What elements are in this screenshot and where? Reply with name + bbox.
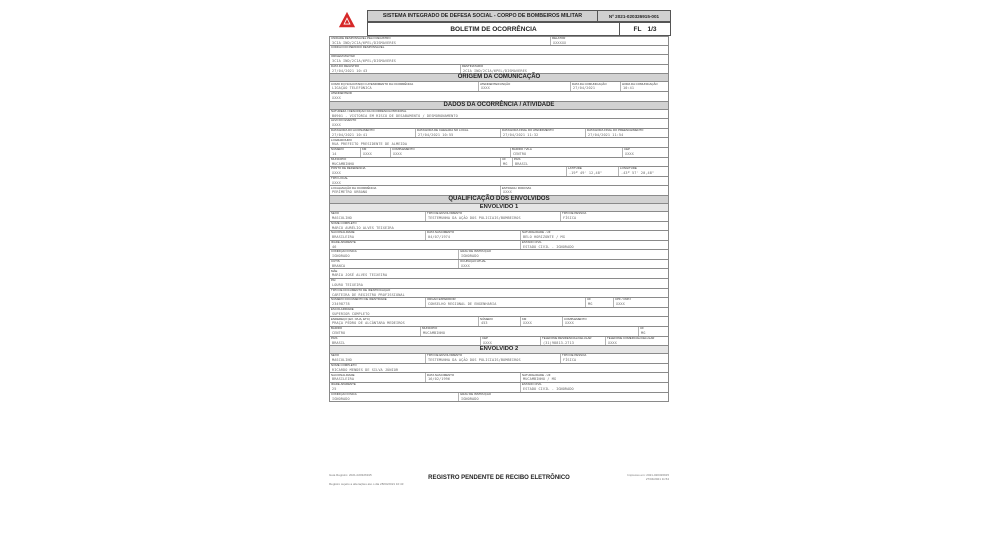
field-data-fechamento: DATA/HORA FINAL DO PREENCHIMENTO 27/04/2021 11:54 bbox=[585, 129, 668, 138]
field-estado-civil-2: ESTADO CIVIL ESTADO CIVIL - IGNORADO bbox=[520, 383, 668, 392]
form-row bbox=[329, 36, 669, 46]
field-telefone-residencial: TELEFONE RESIDENCIAL/CELULAR (31)98813-2713 bbox=[540, 337, 605, 346]
form-row bbox=[329, 110, 669, 120]
footer-status: REGISTRO PENDENTE DE RECIBO ELETRÔNICO bbox=[428, 475, 570, 481]
document-page bbox=[329, 8, 670, 488]
form-row bbox=[329, 167, 669, 177]
field-km: KM XXXX bbox=[360, 148, 390, 157]
field-pai: PAI LOURO TEIXEIRA bbox=[331, 279, 363, 288]
form-row bbox=[329, 158, 669, 168]
field-logradouro: LOGRADOURO RUA PREFEITO PRESIDENTE DE ALMEIDA bbox=[331, 138, 408, 147]
form-row bbox=[329, 327, 669, 337]
form-row bbox=[329, 298, 669, 308]
form-row bbox=[329, 393, 669, 403]
form-row bbox=[329, 373, 669, 383]
field-naturalidade-2: NATURALIDADE - UF MUCAMBINHO / MG bbox=[520, 373, 668, 382]
field-alvo-evento: ALVO DO EVENTO XXXX bbox=[331, 119, 357, 128]
field-atendente-id: ATENDENTE/ID XXXX bbox=[331, 91, 352, 100]
field-estado-civil: ESTADO CIVIL ESTADO CIVIL - IGNORADO bbox=[520, 241, 668, 250]
section-origem: ORIGEM DA COMUNICAÇÃO bbox=[329, 74, 669, 82]
form-title-bar bbox=[367, 22, 671, 36]
field-data-chegada: DATA/HORA DE CHEGADA NO LOCAL 27/04/2021 10:55 bbox=[415, 129, 500, 138]
footer-registry-code: Guia Registro: 2021-020326915 bbox=[329, 473, 372, 477]
system-title: SISTEMA INTEGRADO DE DEFESA SOCIAL - CORPO DE BOMBEIROS MILITAR bbox=[382, 13, 583, 19]
field-endereco: ENDEREÇO (EX.: RUA, ETC) PRAÇA PEDRO DE ALCÂNTARA MEDEIROS bbox=[331, 317, 405, 326]
field-tipo-envolvimento-2: TIPO DE ENVOLVIMENTO TESTEMUNHA DA AÇÃO DOS POLICIAIS/BOMBEIROS bbox=[425, 354, 560, 363]
field-pais-endereco: PAÍS BRASIL bbox=[331, 336, 346, 345]
field-data-comunicacao: DATA DA COMUNICAÇÃO 27/04/2021 bbox=[570, 82, 620, 91]
field-latitude: LATITUDE -19º 49' 12,48" bbox=[566, 167, 618, 176]
field-telefone-comercial: TELEFONE COMERCIAL/CELULAR XXXX bbox=[605, 337, 668, 346]
section-envolvido-1: ENVOLVIDO 1 bbox=[329, 204, 669, 212]
field-cutis: CÚTIS BRANCA bbox=[331, 259, 346, 268]
form-row bbox=[329, 129, 669, 139]
form-row bbox=[329, 289, 669, 299]
field-numero: NÚMERO 14 bbox=[331, 147, 344, 156]
field-pais: PAÍS BRASIL bbox=[512, 158, 668, 167]
field-cep-endereco: CEP XXXX bbox=[480, 337, 540, 346]
field-uf-endereco: UF MG bbox=[638, 327, 668, 336]
field-escolaridade: ESCOLARIDADE SUPERIOR COMPLETO bbox=[331, 307, 370, 316]
field-mae: MÃE MARIA JOSÉ ALVES TEIXEIRA bbox=[331, 269, 388, 278]
field-uf: UF MG bbox=[500, 158, 512, 167]
field-rodovia: ESTRADA / RODOVIA XXXX bbox=[500, 186, 668, 195]
form-row bbox=[329, 186, 669, 196]
form-row bbox=[329, 212, 669, 222]
form-row bbox=[329, 46, 669, 56]
form-row bbox=[329, 364, 669, 374]
form-row bbox=[329, 241, 669, 251]
form-row bbox=[329, 222, 669, 232]
form-row bbox=[329, 177, 669, 187]
form-grid bbox=[329, 36, 669, 402]
field-nacionalidade: NACIONALIDADE BRASILEIRA bbox=[331, 231, 355, 240]
field-naturalidade: NATURALIDADE - UF BELO HORIZONTE / MG bbox=[520, 231, 668, 240]
field-idade-2: IDADE APARENTE 25 bbox=[331, 383, 356, 391]
field-tipo-envolvimento: TIPO DE ENVOLVIMENTO TESTEMUNHA DA AÇÃO DOS POLICIAIS/BOMBEIROS bbox=[425, 212, 560, 221]
field-bairro-endereco: BAIRRO CENTRO bbox=[331, 327, 346, 336]
field-natureza: NATUREZA / DESCRIÇÃO DA OCORRÊNCIA PRINCIPAL B0901 - VISTORIA EM RISCO DE DESABAMENTO / DESMORONAMENTO bbox=[331, 109, 458, 118]
field-nascimento-2: DATA NASCIMENTO 16/02/1996 bbox=[425, 373, 520, 382]
document-number: Nº 2021-020326915-001 bbox=[597, 11, 670, 21]
field-condicao-fisica-2: CONDIÇÃO FÍSICA IGNORADO bbox=[331, 392, 357, 401]
section-qualificacao: QUALIFICAÇÃO DOS ENVOLVIDOS bbox=[329, 196, 669, 204]
field-sexo-2: SEXO MASCULINO bbox=[331, 354, 352, 363]
field-tipo-pessoa: TIPO DE PESSOA FÍSICA bbox=[560, 212, 668, 221]
section-envolvido-2: ENVOLVIDO 2 bbox=[329, 346, 669, 354]
form-row bbox=[329, 138, 669, 148]
field-data-acionamento: DATA/HORA DO ACIONAMENTO 27/04/2021 10:41 bbox=[331, 128, 375, 137]
form-row bbox=[329, 308, 669, 318]
field-destinatario: DESTINATÁRIO 2CIA IND/2CIA/6PEL/DISMAVERES bbox=[460, 65, 668, 74]
field-data-registro: DATA DO REGISTRO 27/04/2021 10:43 bbox=[331, 64, 368, 73]
field-origem-militar: ORIGEM MILITAR 3CIA IND/2CIA/6PEL/DISMAVERES bbox=[331, 55, 397, 64]
section-dados: DADOS DA OCORRÊNCIA / ATIVIDADE bbox=[329, 102, 669, 110]
form-row bbox=[329, 383, 669, 393]
field-condicao-fisica: CONDIÇÃO FÍSICA IGNORADO bbox=[331, 250, 357, 259]
form-row bbox=[329, 231, 669, 241]
form-row bbox=[329, 354, 669, 364]
page-label: FL bbox=[633, 25, 642, 33]
field-atendente: ATENDENTE/FUNÇÃO XXXX bbox=[478, 82, 570, 91]
form-title: BOLETIM DE OCORRÊNCIA bbox=[450, 25, 537, 33]
field-meio-solicitacao: COMO FOI SOLICITADO O ATENDIMENTO DA OCORRÊNCIA LIGAÇÃO TELEFÔNICA bbox=[331, 82, 414, 91]
field-data-final: DATA/HORA FINAL DO ATENDIMENTO 27/04/2021 11:32 bbox=[500, 129, 585, 138]
field-nome-2: NOME COMPLETO RICARDO MENDES DE SILVA JÚNIOR bbox=[331, 363, 399, 372]
field-numero-endereco: NÚMERO 453 bbox=[478, 317, 520, 326]
field-orgao-expedidor: ÓRGÃO EXPEDIDOR CONSELHO REGIONAL DE ENGENHARIA bbox=[425, 298, 585, 307]
field-numero-documento: NÚMERO DOCUMENTO DE IDENTIDADE 23498778 bbox=[331, 298, 387, 307]
form-row bbox=[329, 119, 669, 129]
form-row bbox=[329, 260, 669, 270]
field-uf-documento: UF MG bbox=[585, 298, 613, 307]
form-row bbox=[329, 279, 669, 289]
field-complemento-endereco: COMPLEMENTO XXXX bbox=[562, 317, 668, 326]
field-bairro: BAIRRO / VILA CENTRO bbox=[510, 148, 622, 157]
field-tipo-documento: TIPO DE DOCUMENTO DE IDENTIFICAÇÃO CARTEIRA DE REGISTRO PROFISSIONAL bbox=[331, 288, 405, 297]
system-header bbox=[367, 10, 671, 22]
field-grau-instrucao-2: GRAU DE INSTRUÇÃO IGNORADO bbox=[458, 393, 668, 402]
field-tipo-local: TIPO LOCAL XXXX bbox=[331, 176, 349, 185]
field-complemento: COMPLEMENTO XXXX bbox=[390, 148, 510, 157]
field-codigo-responsavel: CÓDIGO DO PERÍODO RESPONSÁVEL bbox=[331, 45, 385, 49]
field-nascimento: DATA NASCIMENTO 04/07/1974 bbox=[425, 231, 520, 240]
field-unidade-responsavel: UNIDADE RESPONSÁVEL PELO REGISTRO 3CIA IND/2CIA/6PEL/DISMAVERES bbox=[331, 37, 397, 45]
field-cep: CEP XXXX bbox=[622, 148, 668, 157]
field-grau-instrucao: GRAU DE INSTRUÇÃO IGNORADO bbox=[458, 250, 668, 259]
page-indicator bbox=[619, 23, 670, 35]
form-row bbox=[329, 337, 669, 347]
field-sexo: SEXO MASCULINO bbox=[331, 211, 352, 220]
form-row bbox=[329, 92, 669, 102]
field-municipio-endereco: MUNICÍPIO MUCAMBINHO bbox=[420, 327, 638, 336]
page-value: 1/3 bbox=[647, 25, 657, 33]
footer-printed: Impresso em: 2021-020326915 bbox=[627, 473, 669, 477]
footer-note: Registro sujeito a alterações até o dia 28/04/2021 10:43 bbox=[329, 481, 404, 486]
form-row bbox=[329, 82, 669, 92]
field-longitude: LONGITUDE -43º 57' 20,48" bbox=[618, 167, 668, 176]
cbm-triangle-logo-icon bbox=[338, 11, 356, 29]
field-ocupacao: OCUPAÇÃO ATUAL XXXX bbox=[458, 260, 668, 269]
field-relator: RELATOR XXXXXX bbox=[550, 37, 668, 45]
field-localizacao: LOCALIZAÇÃO DA OCORRÊNCIA PERÍMETRO URBANO bbox=[331, 186, 377, 195]
form-row bbox=[329, 317, 669, 327]
form-row bbox=[329, 55, 669, 65]
footer-timestamp: 27/04/2021 11:54 bbox=[645, 476, 669, 481]
form-row bbox=[329, 148, 669, 158]
field-municipio: MUNICÍPIO MUCAMBINHO bbox=[331, 157, 355, 166]
footer-right bbox=[627, 474, 669, 481]
field-referencia: PONTO DE REFERÊNCIA XXXX bbox=[331, 167, 366, 176]
field-hora-comunicacao: HORA DA COMUNICAÇÃO 10:41 bbox=[620, 82, 668, 91]
form-row bbox=[329, 269, 669, 279]
form-row bbox=[329, 250, 669, 260]
field-nome: NOME COMPLETO MARCO AURÉLIO ALVES TEIXEIRA bbox=[331, 221, 394, 230]
form-row bbox=[329, 65, 669, 75]
field-tipo-pessoa-2: TIPO DE PESSOA FÍSICA bbox=[560, 354, 668, 363]
field-km-endereco: KM XXXX bbox=[520, 317, 562, 326]
document-footer bbox=[329, 474, 669, 488]
field-nacionalidade-2: NACIONALIDADE BRASILEIRA bbox=[331, 373, 355, 382]
field-cpf: CPF / CNPJ XXXX bbox=[613, 298, 668, 307]
field-idade: IDADE APARENTE 46 bbox=[331, 240, 356, 249]
